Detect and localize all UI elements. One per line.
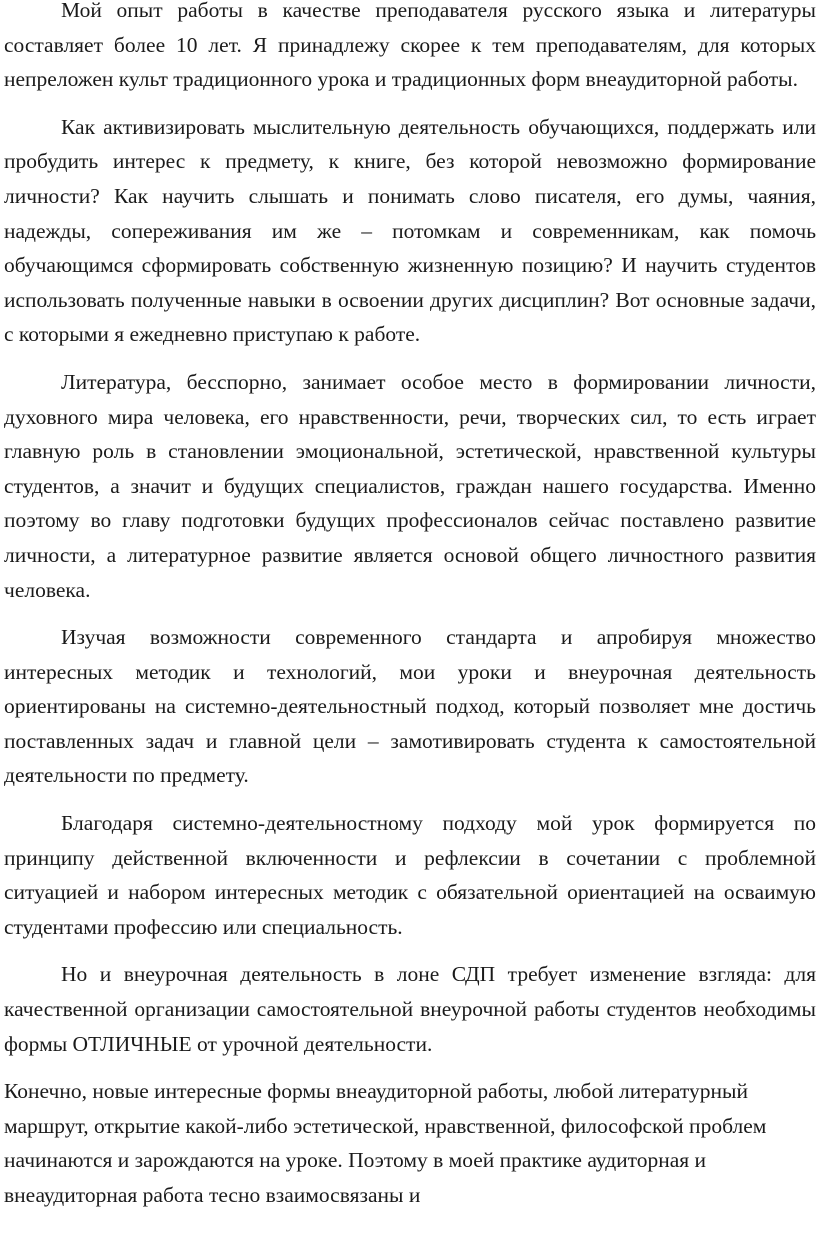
paragraph-standard: Изучая возможности современного стандарта и апробируя множество интересных методик и технологий, мои уроки и внеурочная деятельность ориентированы на системно-деятельностный подход, который позволяет мне достичь поставленных задач и главной цели – замотивировать студента к самостоятельной деятельности по предмету.	[4, 625, 816, 788]
paragraph-experience: Мой опыт работы в качестве преподавателя русского языка и литературы составляет более 10 лет. Я принадлежу скорее к тем преподавателям, для которых непреложен культ традиционного урока и традиционных форм внеаудиторной работы.	[4, 0, 816, 92]
paragraph-literature-role: Литература, бесспорно, занимает особое место в формировании личности, духовного мира человека, его нравственности, речи, творческих сил, то есть играет главную роль в становлении эмоциональной, эстетической, нравственной культуры студентов, а значит и будущих специалистов, граждан нашего государства. Именно поэтому во главу подготовки будущих профессионалов сейчас поставлено развитие личности, а литературное развитие является основой общего личностного развития человека.	[4, 369, 816, 602]
paragraph-questions: Как активизировать мыслительную деятельность обучающихся, поддержать или пробудить интерес к предмету, к книге, без которой невозможно формирование личности? Как научить слышать и понимать слово писателя, его думы, чаяния, надежды, сопереживания им же – потомкам и современникам, как помочь обучающимся сформировать собственную жизненную позицию? И научить студентов использовать полученные навыки в освоении других дисциплин? Вот основные задачи, с которыми я ежедневно приступаю к работе.	[4, 114, 816, 347]
paragraph-extracurricular: Но и внеурочная деятельность в лоне СДП требует изменение взгляда: для качественной организации самостоятельной внеурочной работы студентов необходимы формы ОТЛИЧНЫЕ от урочной деятельности.	[4, 962, 816, 1056]
paragraph-system-approach: Благодаря системно-деятельностному подходу мой урок формируется по принципу действенной включенности и рефлексии в сочетании с проблемной ситуацией и набором интересных методик с обязательной ориентацией на осваимую студентами профессию или специальность.	[4, 811, 816, 939]
paragraph-new-forms: Конечно, новые интересные формы внеаудиторной работы, любой литературный маршрут, открытие какой-либо эстетической, нравственной, философской проблем начинаются и зарождаются на уроке. Поэтому в моей практике аудиторная и внеаудиторная работа тесно взаимосвязаны и	[4, 1079, 767, 1207]
